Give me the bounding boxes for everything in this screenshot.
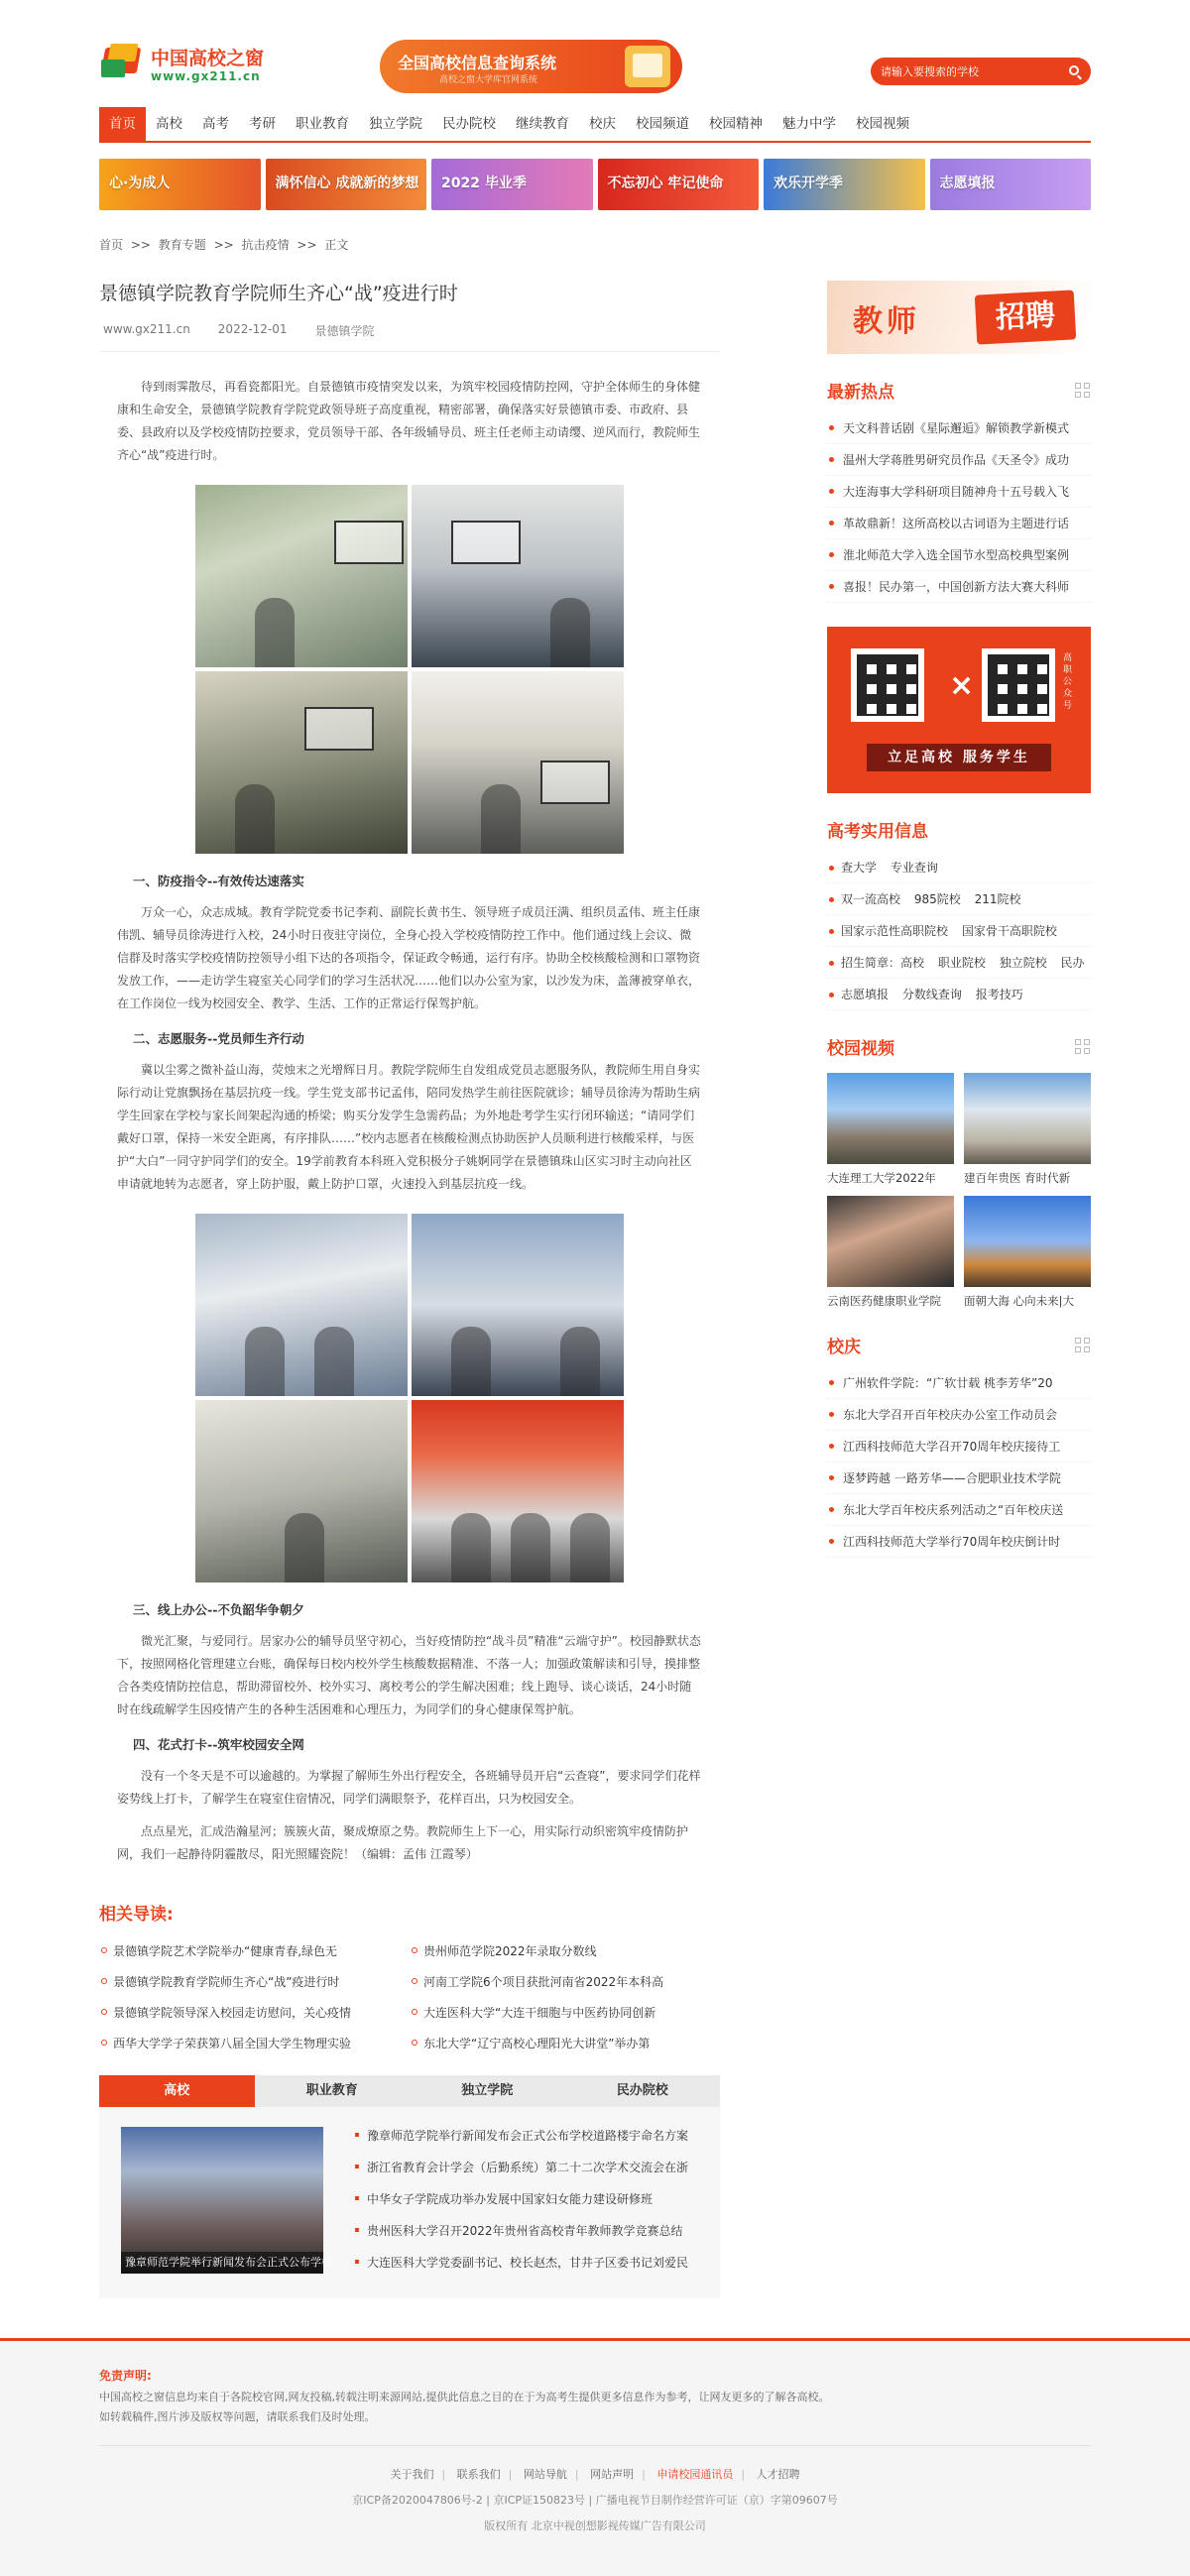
video-caption: 建百年贵医 育时代新 — [964, 1171, 1071, 1185]
article-source: www.gx211.cn — [103, 322, 190, 336]
ad-label: 欢乐开学季 — [774, 176, 843, 191]
related-link[interactable]: 景德镇学院领导深入校园走访慰问，关心疫情 — [99, 2004, 410, 2021]
info-link[interactable]: 国家示范性高职院校 — [841, 924, 949, 938]
related-list — [99, 1942, 720, 2051]
info-list — [827, 852, 1091, 1010]
nav-item-private[interactable]: 民办院校 — [442, 116, 496, 132]
article-meta — [99, 322, 720, 352]
ad-label: 满怀信心 成就新的梦想 — [275, 176, 419, 191]
related-link[interactable]: 贵州师范学院2022年录取分数线 — [410, 1942, 720, 1959]
hot-header — [827, 378, 1091, 412]
tab-colleges[interactable]: 高校 — [99, 2075, 255, 2107]
section-text: 万众一心，众志成城。教育学院党委书记李莉、副院长黄书生、领导班子成员汪满、组织员孟伟、班主任康伟凯、辅导员徐涛进行入校，24小时日夜驻守岗位，全身心投入学校疫情防控工作中。他们通过线上会议、微信群及时落实学校疫情防控领导小组下达的各项指令，保证政令畅通，运行有序。协助全校核酸检测和口罩物资发放工作，——走访学生寝室关心同学们的学习生活状况……他们以办公室为家，以沙发为床，盖薄被穿单衣，在工作岗位一线为校园安全、教学、生活、工作的正常运行保驾护航。 — [117, 905, 701, 1010]
nav-item-high-school[interactable]: 魅力中学 — [782, 116, 836, 132]
anniv-link[interactable]: 逐梦跨越 一路芳华——合肥职业技术学院 — [827, 1463, 1091, 1494]
category-tabs-box — [99, 2075, 720, 2298]
video-thumbnail — [964, 1073, 1091, 1164]
ad-banner[interactable] — [431, 159, 593, 210]
breadcrumb-topic[interactable]: 教育专题 — [158, 238, 206, 252]
related-link[interactable]: 景德镇学院教育学院师生齐心“战”疫进行时 — [99, 1973, 410, 1990]
tab-news-list — [355, 2127, 698, 2279]
logo-title: 中国高校之窗 — [151, 48, 265, 69]
video-card[interactable] — [827, 1196, 954, 1309]
video-grid — [827, 1073, 1091, 1309]
breadcrumb — [99, 236, 1091, 253]
recruit-ad-text: 教师 — [853, 304, 920, 339]
tab-news-link[interactable]: 大连医科大学党委副书记、校长赵杰，甘井子区委书记刘爱民 — [355, 2254, 698, 2271]
info-link[interactable]: 报考技巧 — [975, 988, 1023, 1001]
video-thumbnail — [964, 1196, 1091, 1287]
section-heading: 四、花式打卡--筑牢校园安全网 — [133, 1737, 304, 1752]
teacher-recruit-ad[interactable] — [827, 281, 1091, 354]
more-grid-icon[interactable] — [1075, 1039, 1091, 1055]
footer-links: 关于我们 | 联系我们 | 网站导航 | 网站声明 | 申请校园通讯员 | 人才招聘 — [390, 2468, 800, 2481]
hot-list — [827, 412, 1091, 603]
video-caption: 云南医药健康职业学院 — [827, 1294, 941, 1308]
article-closing: 点点星光，汇成浩瀚星河；簇簇火苗，聚成燎原之势。教院师生上下一心，用实际行动织密筑牢疫情防护网，我们一起静待阴霾散尽，阳光照耀瓷院！（编辑：孟伟 江霞琴） — [117, 1824, 689, 1861]
footer-link-contact[interactable]: 联系我们 — [456, 2468, 501, 2481]
tab-image-caption: 豫章师范学院举行新闻发布会正式公布学校 — [121, 2252, 323, 2274]
anniv-header — [827, 1333, 1091, 1367]
category-tabs — [99, 2075, 720, 2107]
video-header — [827, 1034, 1091, 1069]
breadcrumb-sep: >> — [297, 238, 317, 252]
nav-item-campus-spirit[interactable]: 校园精神 — [709, 116, 763, 132]
footer-link-jobs[interactable]: 人才招聘 — [756, 2468, 800, 2481]
tab-news-link[interactable]: 中华女子学院成功举办发展中国家妇女能力建设研修班 — [355, 2190, 698, 2207]
info-link[interactable]: 职业院校 — [937, 956, 986, 970]
banner-subtitle: 高校之窗大学库官网系统 — [439, 75, 538, 85]
related-link[interactable]: 东北大学“辽宁高校心理阳光大讲堂”举办第 — [410, 2035, 720, 2051]
info-row — [827, 947, 1091, 979]
tab-private[interactable]: 民办院校 — [616, 2083, 668, 2098]
copyright: 版权所有 北京中视创想影视传媒广告有限公司 — [484, 2519, 706, 2532]
anniv-link[interactable]: 东北大学召开百年校庆办公室工作动员会 — [827, 1399, 1091, 1431]
section-heading: 三、线上办公--不负韶华争朝夕 — [133, 1602, 304, 1617]
article-photo — [195, 1214, 408, 1396]
video-card[interactable] — [827, 1073, 954, 1186]
info-title: 高考实用信息 — [827, 822, 928, 842]
section-text: 没有一个冬天是不可以逾越的。为掌握了解师生外出行程安全，各班辅导员开启“云查寝”，要求同学们花样姿势线上打卡，了解学生在寝室住宿情况，同学们满眼祭予，花样百出，只为校园安全。 — [117, 1769, 701, 1806]
info-link[interactable]: 专业查询 — [890, 861, 938, 875]
ad-label: 2022 毕业季 — [441, 176, 527, 191]
search-icon[interactable] — [1069, 65, 1079, 75]
video-card[interactable] — [964, 1073, 1091, 1186]
info-link[interactable]: 分数线查询 — [901, 988, 962, 1001]
breadcrumb-current: 正文 — [324, 238, 349, 252]
video-title: 校园视频 — [827, 1039, 894, 1059]
footer-divider — [99, 2445, 1091, 2446]
info-link[interactable]: 独立院校 — [999, 956, 1047, 970]
site-footer — [0, 2338, 1190, 2576]
info-link[interactable]: 国家骨干高职院校 — [961, 924, 1057, 938]
more-grid-icon[interactable] — [1075, 1338, 1091, 1353]
article-photo — [195, 1400, 408, 1582]
info-link[interactable]: 211院校 — [974, 892, 1021, 906]
ad-banner[interactable] — [266, 159, 427, 210]
article-intro: 待到雨霁散尽，再看瓷都阳光。自景德镇市疫情突发以来，为筑牢校园疫情防控网，守护全体师生的身体健康和生命安全，景德镇学院教育学院党政领导班子高度重视，精密部署，确保落实好景德镇市委、市政府、县委、县政府以及学校疫情防控要求，党员领导干部、各年级辅导员、班主任老师主动请缨、逆风而行，教院师生齐心“战”疫进行时。 — [117, 380, 701, 462]
qr-side-label: 高职公众号 — [1063, 653, 1073, 711]
info-link[interactable]: 志愿填报 — [841, 988, 890, 1001]
info-link[interactable]: 双一流高校 — [841, 892, 901, 906]
ad-strip — [99, 159, 1091, 210]
section-heading: 一、防疫指令--有效传达速落实 — [133, 874, 304, 888]
photo-grid — [195, 1214, 624, 1582]
site-logo[interactable] — [99, 38, 288, 89]
qr-slogan: 立足高校 服务学生 — [867, 744, 1051, 771]
related-link[interactable]: 河南工学院6个项目获批河南省2022年本科高 — [410, 1973, 720, 1990]
tab-vocational[interactable]: 职业教育 — [305, 2083, 358, 2098]
article-photo — [412, 1214, 624, 1396]
ad-label: 不忘初心 牢记使命 — [607, 176, 724, 191]
breadcrumb-home[interactable]: 首页 — [99, 238, 124, 252]
nav-item-campus-channel[interactable]: 校园频道 — [636, 116, 689, 132]
anniv-link[interactable]: 江西科技师范大学召开70周年校庆接待工 — [827, 1431, 1091, 1463]
more-grid-icon[interactable] — [1075, 383, 1091, 399]
anniv-link[interactable]: 江西科技师范大学举行70周年校庆倒计时 — [827, 1526, 1091, 1558]
tab-feature-image[interactable] — [121, 2127, 332, 2274]
article-photo — [195, 485, 408, 667]
info-link[interactable]: 985院校 — [913, 892, 961, 906]
section-text: 微光汇聚，与爱同行。居家办公的辅导员坚守初心，当好疫情防控“战斗员”精准“云端守护”。校园静默状态下，按照网格化管理建立台账，确保每日校内校外学生核酸数据精准、不落一人；加强政策解读和引导，摸排整合各类疫情防控信息，帮助滞留校外、校外实习、离校考公的学生解决困难；线上跑导、谈心谈话，24小时随时在线疏解学生因疫情产生的各种生活困难和心理压力，为同学们的身心健康保驾护航。 — [117, 1634, 701, 1716]
qr-code-icon — [982, 648, 1055, 722]
site-header — [99, 0, 1091, 99]
info-link[interactable]: 招生简章：高校 — [841, 956, 925, 970]
icp-info: 京ICP备2020047806号-2 | 京ICP证150823号 | 广播电视节目制作经营许可证（京）字第09607号 — [352, 2494, 838, 2507]
ad-banner[interactable] — [764, 159, 925, 210]
tab-news-link[interactable]: 贵州医科大学召开2022年贵州省高校青年教师教学竞赛总结 — [355, 2222, 698, 2239]
article-column — [99, 281, 720, 2298]
nav-item-anniversary[interactable]: 校庆 — [589, 116, 616, 132]
nav-item-home[interactable]: 首页 — [99, 107, 146, 141]
search-input[interactable] — [881, 61, 1059, 81]
ad-banner[interactable] — [930, 159, 1092, 210]
hot-link[interactable]: 喜报！民办第一，中国创新方法大赛大科师 — [827, 571, 1091, 603]
logo-url: www.gx211.cn — [151, 69, 261, 83]
video-caption: 大连理工大学2022年 — [827, 1171, 936, 1185]
nav-item-gaokao[interactable]: 高考 — [202, 116, 229, 132]
info-row — [827, 852, 1091, 883]
ad-label: 心·为成人 — [109, 176, 171, 191]
related-link[interactable]: 大连医科大学“大连干细胞与中医药协同创新 — [410, 2004, 720, 2021]
article-photo — [412, 671, 624, 854]
video-thumbnail — [827, 1196, 954, 1287]
article-title: 景德镇学院教育学院师生齐心“战”疫进行时 — [99, 283, 458, 304]
tab-news-link[interactable]: 浙江省教育会计学会（后勤系统）第二十二次学术交流会在浙 — [355, 2159, 698, 2175]
breadcrumb-sep: >> — [213, 238, 234, 252]
info-header — [827, 817, 1091, 852]
anniv-link[interactable]: 广州软件学院：“广软廿载 桃李芳华”20 — [827, 1367, 1091, 1399]
ad-banner[interactable] — [99, 159, 261, 210]
nav-item-vocational[interactable]: 职业教育 — [296, 116, 349, 132]
related-title: 相关导读: — [99, 1905, 174, 1925]
related-link[interactable]: 景德镇学院艺术学院举办“健康青春,绿色无 — [99, 1942, 410, 1959]
main-nav — [99, 107, 1091, 143]
article-photo — [412, 485, 624, 667]
breadcrumb-sep: >> — [130, 238, 151, 252]
footer-link-about[interactable]: 关于我们 — [390, 2468, 434, 2481]
info-row — [827, 979, 1091, 1010]
hot-link[interactable]: 天文科普话剧《星际邂逅》解锁教学新模式 — [827, 412, 1091, 444]
hot-link[interactable]: 淮北师范大学入选全国节水型高校典型案例 — [827, 539, 1091, 571]
info-row — [827, 883, 1091, 915]
qr-cross: × — [949, 668, 975, 703]
article-date: 2022-12-01 — [217, 322, 288, 336]
logo-mark-icon — [99, 42, 145, 81]
qr-code-panel — [827, 627, 1091, 793]
banner-screen-icon — [633, 54, 662, 77]
hot-link[interactable]: 革故鼎新！这所高校以古词语为主题进行话 — [827, 508, 1091, 539]
disclaimer-title: 免责声明: — [99, 2369, 152, 2383]
ad-banner[interactable] — [598, 159, 760, 210]
disclaimer-text: 如转载稿件,图片涉及版权等问题，请联系我们及时处理。 — [99, 2410, 376, 2423]
video-caption: 面朝大海 心向未来|大 — [964, 1294, 1075, 1308]
anniv-link[interactable]: 东北大学百年校庆系列活动之“百年校庆送 — [827, 1494, 1091, 1526]
anniv-list — [827, 1367, 1091, 1558]
info-link[interactable]: 民办 — [1060, 956, 1085, 970]
info-system-banner[interactable] — [380, 40, 682, 93]
nav-item-kaoyan[interactable]: 考研 — [249, 116, 276, 132]
tab-panel — [99, 2107, 720, 2298]
anniv-title: 校庆 — [827, 1338, 861, 1357]
footer-link-statement[interactable]: 网站声明 — [590, 2468, 635, 2481]
disclaimer-text: 中国高校之窗信息均来自于各院校官网,网友投稿,转载注明来源网站,提供此信息之目的在于为高考生提供更多信息作为参考，让网友更多的了解各高校。 — [99, 2391, 830, 2403]
banner-title: 全国高校信息查询系统 — [398, 54, 557, 72]
recruit-ad-badge: 招聘 — [975, 290, 1076, 344]
video-thumbnail — [827, 1073, 954, 1164]
article-body — [99, 376, 720, 1866]
hot-title: 最新热点 — [827, 383, 894, 403]
hot-link[interactable]: 温州大学蒋胜男研究员作品《天圣令》成功 — [827, 444, 1091, 476]
info-row — [827, 915, 1091, 947]
ad-label: 志愿填报 — [939, 176, 996, 191]
nav-item-independent[interactable]: 独立学院 — [369, 116, 422, 132]
hot-link[interactable]: 大连海事大学科研项目随神舟十五号载入飞 — [827, 476, 1091, 508]
section-heading: 二、志愿服务--党员师生齐行动 — [133, 1031, 304, 1046]
search-box — [871, 58, 1091, 85]
section-text: 冀以尘雾之微补益山海，荧烛末之光增辉日月。教院学院师生自发组成党员志愿服务队，教院师生用自身实际行动让党旗飘扬在基层抗疫一线。学生党支部书记孟伟，陪同发热学生前往医院就诊；辅导员徐涛为帮助生病学生回家在学校与家长间架起沟通的桥梁；购买分发学生急需药品；为外地赴考学生实行闭环输送；“请同学们戴好口罩，保持一米安全距离，有序排队……”校内志愿者在核酸检测点协助医护人员顺利进行核酸采样，与医护“大白”一同守护同学们的安全。19学前教育本科班入党积极分子姚婀同学在景德镇珠山区实习时主动向社区申请就地转为志愿者，穿上防护服，戴上防护口罩，火速投入到基层抗疫一线。 — [117, 1063, 701, 1191]
tab-news-link[interactable]: 豫章师范学院举行新闻发布会正式公布学校道路楼宇命名方案 — [355, 2127, 698, 2144]
sidebar — [827, 281, 1091, 2298]
article-photo — [412, 1400, 624, 1582]
related-link[interactable]: 西华大学学子荣获第八届全国大学生物理实验 — [99, 2035, 410, 2051]
footer-link-sitemap[interactable]: 网站导航 — [523, 2468, 567, 2481]
info-link[interactable]: 查大学 — [841, 861, 878, 875]
video-card[interactable] — [964, 1196, 1091, 1309]
nav-item-continuing[interactable]: 继续教育 — [516, 116, 569, 132]
breadcrumb-section[interactable]: 抗击疫情 — [241, 238, 290, 252]
qr-code-icon — [851, 648, 924, 722]
footer-link-correspondent[interactable]: 申请校园通讯员 — [656, 2468, 734, 2481]
nav-item-campus-video[interactable]: 校园视频 — [856, 116, 909, 132]
article-author: 景德镇学院 — [314, 324, 375, 338]
article-photo — [195, 671, 408, 854]
nav-item-colleges[interactable]: 高校 — [156, 116, 182, 132]
tab-independent[interactable]: 独立学院 — [461, 2083, 514, 2098]
photo-grid — [195, 485, 624, 854]
